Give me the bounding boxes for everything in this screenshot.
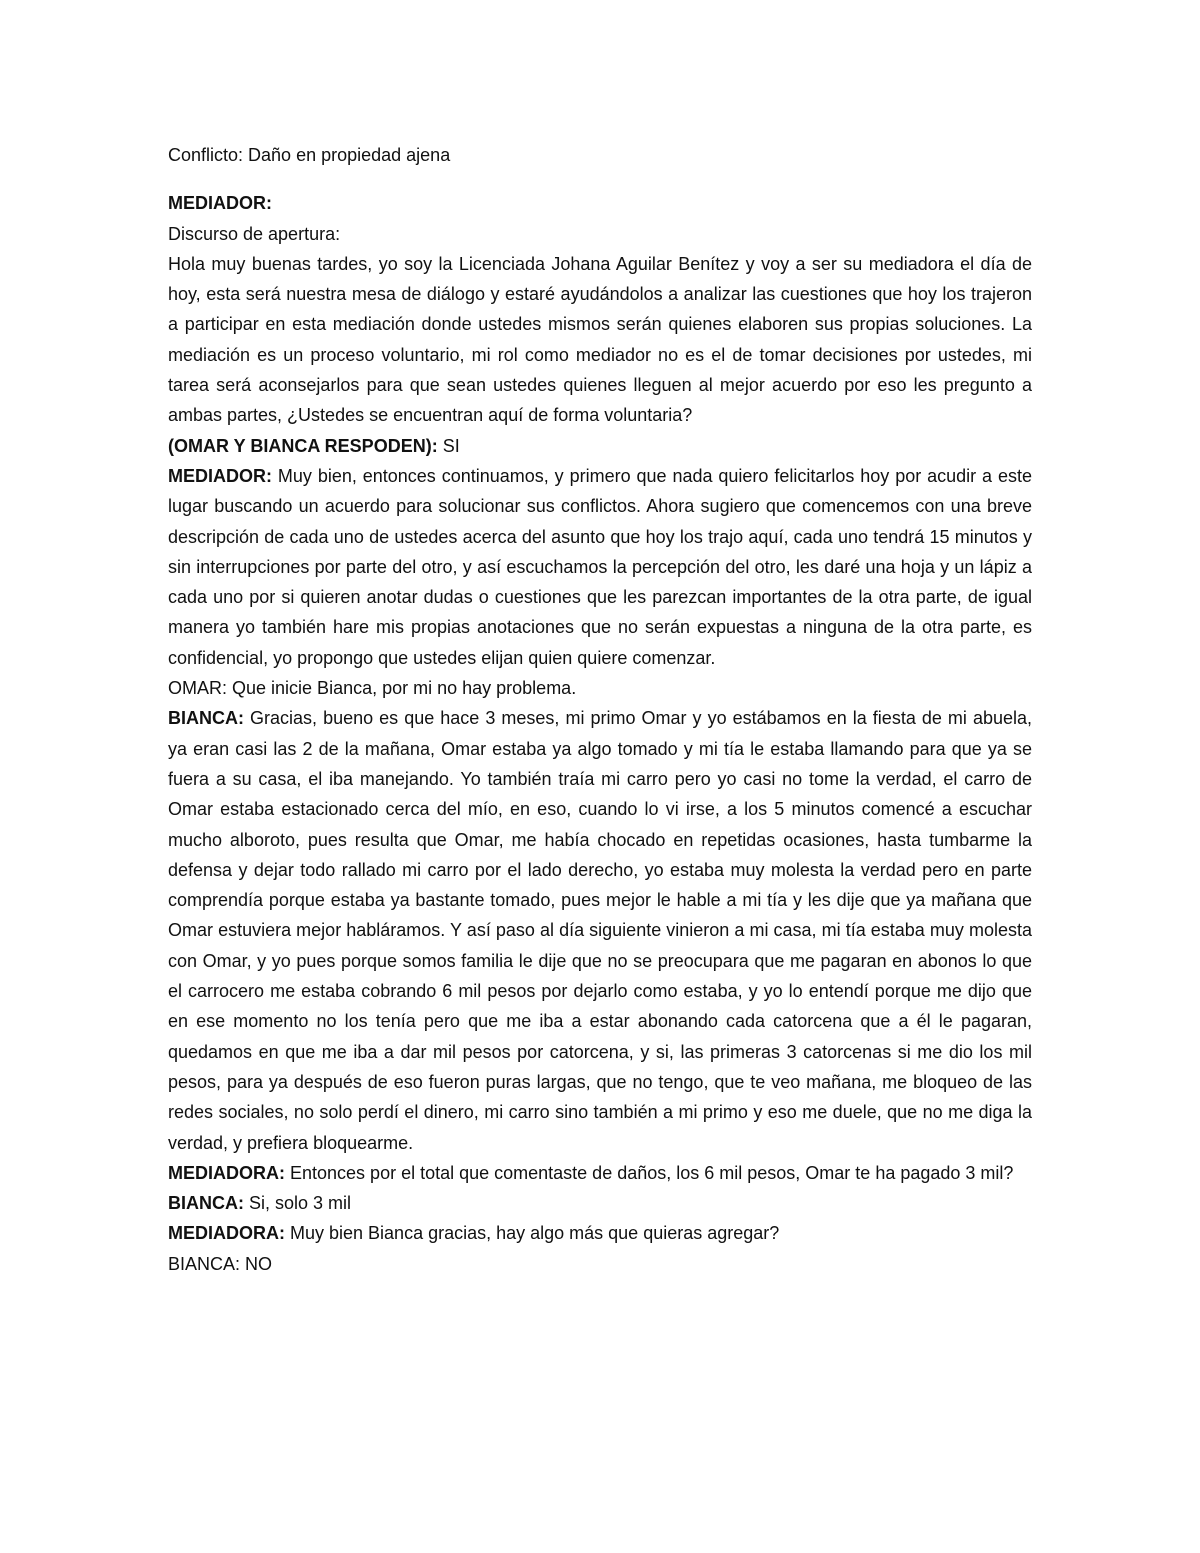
speaker-label: BIANCA: [168,1193,244,1214]
dialogue-turn [168,1249,1032,1279]
turn-text: Que inicie Bianca, por mi no hay problema. [227,678,577,699]
document-body [168,140,1032,1279]
turn-text: Entonces por el total que comentaste de daños, los 6 mil pesos, Omar te ha pagado 3 mil? [285,1162,1014,1183]
dialogue-turn [168,1158,1032,1188]
speaker-label: MEDIADORA: [168,1162,285,1183]
turn-text: Muy bien Bianca gracias, hay algo más que quieras agregar? [285,1223,780,1244]
opening-speech: Hola muy buenas tardes, yo soy la Licenciada Johana Aguilar Benítez y voy a ser su mediadora el día de hoy, esta será nuestra mesa de diálogo y estaré ayudándolos a analizar las cuestiones que hoy los trajeron a participar en esta mediación donde ustedes mismos serán quienes elaboren sus propias soluciones. La mediación es un proceso voluntario, mi rol como mediador no es el de tomar decisiones por ustedes, mi tarea será aconsejarlos para que sean ustedes quienes lleguen al mejor acuerdo por eso les pregunto a ambas partes, ¿Ustedes se encuentran aquí de forma voluntaria? [168,253,1032,426]
turn-text: SI [437,435,460,456]
turn-text: Gracias, bueno es que hace 3 meses, mi primo Omar y yo estábamos en la fiesta de mi abuela, ya eran casi las 2 de la mañana, Omar estaba ya algo tomado y mi tía le estaba llamando para que ya se fuera a su casa, el iba manejando. Yo también traía mi carro pero yo casi no tome la verdad, el carro de Omar estaba estacionado cerca del mío, en eso, cuando lo vi irse, a los 5 minutos comencé a escuchar mucho alboroto, pues resulta que Omar, me había chocado en repetidas ocasiones, hasta tumbarme la defensa y dejar todo rallado mi carro por el lado derecho, yo estaba muy molesta la verdad pero en parte comprendía porque estaba ya bastante tomado, pues mejor le hable a mi tía y les dije que ya mañana que Omar estuviera mejor habláramos. Y así paso al día siguiente vinieron a mi casa, mi tía estaba muy molesta con Omar, y yo pues porque somos familia le dije que no se preocupara que me pagaran en abonos lo que el carrocero me estaba cobrando 6 mil pesos por dejarlo como estaba, y yo lo entendí porque me dijo que en ese momento no los tenía pero que me iba a estar abonando cada catorcena que a él le pagaran, quedamos en que me iba a dar mil pesos por catorcena, y si, las primeras 3 catorcenas si me dio los mil pesos, para ya después de eso fueron puras largas, que no tengo, que te veo mañana, me bloqueo de las redes sociales, no solo perdí el dinero, mi carro sino también a mi primo y eso me duele, que no me diga la verdad, y prefiera bloquearme. [168,708,1032,1153]
dialogue-turn [168,1188,1032,1218]
turn-text: Muy bien, entonces continuamos, y primero que nada quiero felicitarlos hoy por acudir a este lugar buscando un acuerdo para solucionar sus conflictos. Ahora sugiero que comencemos con una breve descripción de cada uno de ustedes acerca del asunto que hoy los trajo aquí, cada uno tendrá 15 minutos y sin interrupciones por parte del otro, y así escuchamos la percepción del otro, les daré una hoja y un lápiz a cada uno por si quieren anotar dudas o cuestiones que les parezcan importantes de la otra parte, de igual manera yo también hare mis propias anotaciones que no serán expuestas a ninguna de la otra parte, es confidencial, yo propongo que ustedes elijan quien quiere comenzar. [168,465,1032,668]
turn-text: NO [240,1253,273,1274]
dialogue-turn [168,431,1032,461]
opening-label: Discurso de apertura: [168,223,341,244]
speaker-label: OMAR: [168,678,228,699]
document-title: Conflicto: Daño en propiedad ajena [168,145,451,165]
dialogue-turn [168,703,1032,1157]
speaker-label: MEDIADORA: [168,1223,285,1244]
turn-text: Si, solo 3 mil [244,1193,352,1214]
dialogue-turn [168,1218,1032,1248]
speaker-label: BIANCA: [168,1253,241,1274]
mediator-header: MEDIADOR: [168,193,272,214]
speaker-label: (OMAR Y BIANCA RESPODEN): [168,435,438,456]
speaker-label: BIANCA: [168,708,244,729]
dialogue-turn [168,461,1032,673]
dialogue-turn [168,673,1032,703]
speaker-label: MEDIADOR: [168,465,272,486]
